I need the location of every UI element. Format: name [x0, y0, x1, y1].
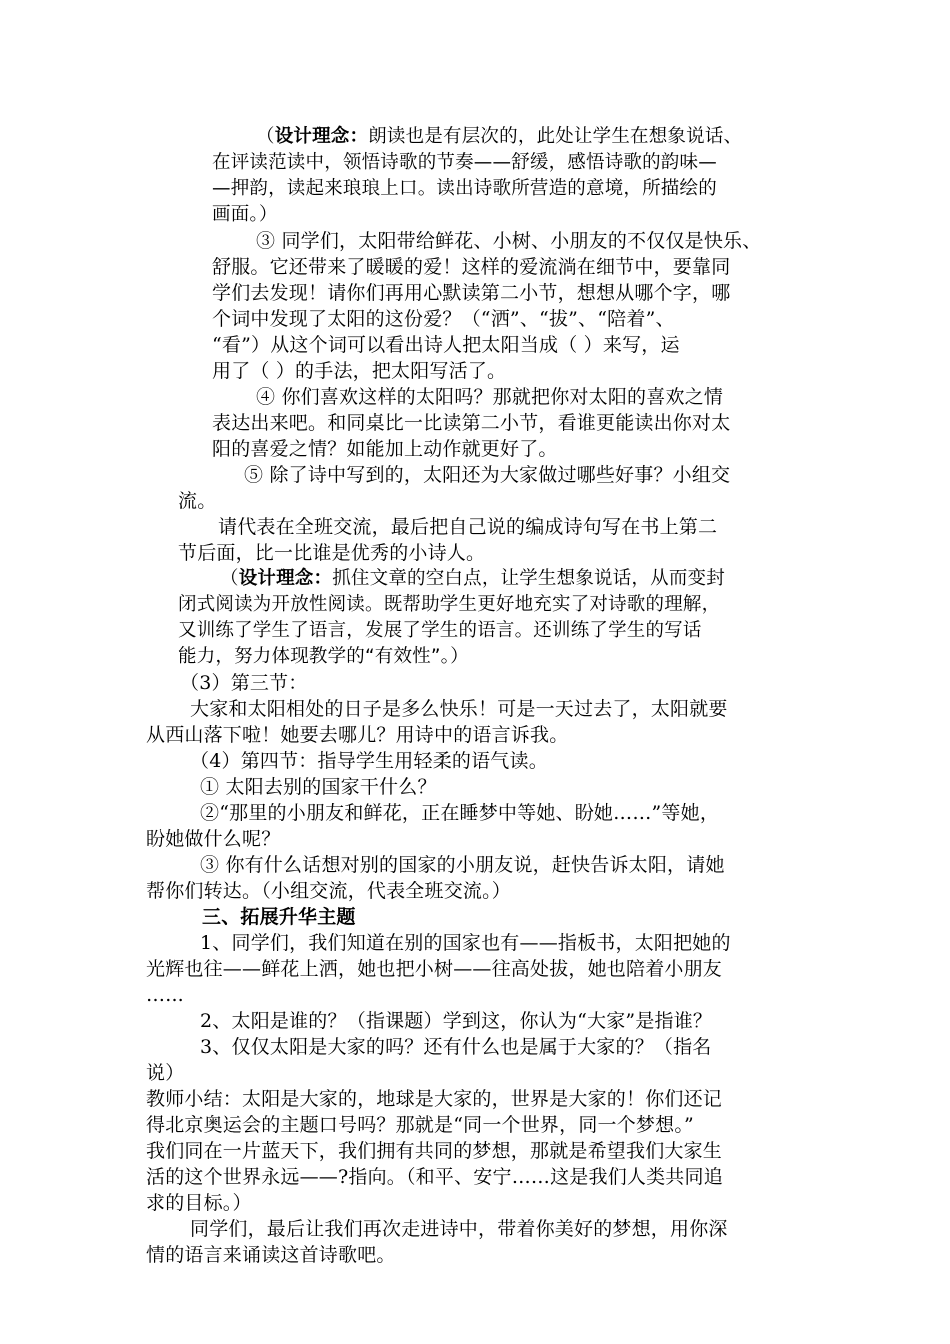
- design-note-2-line-3: 又训练了学生了语言，发展了学生的语言。还训练了学生的写话: [178, 620, 702, 641]
- paragraph-3-line-2: 舒服。它还带来了暖暖的爱！这样的爱流淌在细节中，要靠同: [212, 256, 731, 278]
- paragraph-3-line-6: 用了（ ）的手法，把太阳写活了。: [212, 360, 507, 382]
- paragraph-4-line-1: ④ 你们喜欢这样的太阳吗？那就把你对太阳的喜欢之情: [256, 386, 724, 408]
- design-note-2-line-4: 能力，努力体现教学的“有效性”。）: [178, 646, 469, 667]
- paragraph-6-line-1: 请代表在全班交流，最后把自己说的编成诗句写在书上第二: [218, 516, 718, 538]
- part-3-item-1-line-2: 光辉也往——鲜花上洒，她也把小树——往高处拔，她也陪着小朋友: [146, 958, 723, 980]
- design-note-2-line-1: （设计理念：抓住文章的空白点，让学生想象说话，从而变封: [220, 568, 725, 589]
- paragraph-5-line-2: 流。: [178, 490, 217, 512]
- paragraph-3-line-4: 个词中发现了太阳的这份爱？（“洒”、“拔”、“陪着”、: [212, 308, 675, 330]
- part-3-heading: 三、拓展升华主题: [202, 906, 356, 928]
- section-4-question-3-line-1: ③ 你有什么话想对别的国家的小朋友说，赶快告诉太阳，请她: [200, 854, 725, 876]
- section-4-title: （4）第四节：指导学生用轻柔的语气读。: [190, 750, 548, 772]
- teacher-summary-line-5: 求的目标。）: [146, 1192, 252, 1214]
- paragraph-6-line-2: 节后面，比一比谁是优秀的小诗人。: [178, 542, 486, 564]
- design-note-2-line-2: 闭式阅读为开放性阅读。既帮助学生更好地充实了对诗歌的理解，: [178, 594, 721, 615]
- section-4-question-1: ① 太阳去别的国家干什么？: [200, 776, 437, 798]
- part-3-item-3-line-1: 3、仅仅太阳是大家的吗？还有什么也是属于大家的？（指名: [200, 1036, 712, 1058]
- design-note-1-line-3: —押韵，读起来琅琅上口。读出诗歌所营造的意境，所描绘的: [212, 178, 717, 199]
- section-3-line-1: 大家和太阳相处的日子是多么快乐！可是一天过去了，太阳就要: [190, 698, 728, 720]
- section-4-question-2-line-2: 盼她做什么呢？: [146, 828, 281, 850]
- paragraph-3-line-1: ③ 同学们，太阳带给鲜花、小树、小朋友的不仅仅是快乐、: [256, 230, 762, 252]
- section-3-title: （3）第三节：: [180, 672, 308, 694]
- design-note-1-line-2: 在评读范读中，领悟诗歌的节奏——舒缓，感悟诗歌的韵味—: [212, 152, 717, 173]
- teacher-summary-line-2: 得北京奥运会的主题口号吗？那就是“同一个世界，同一个梦想。”: [146, 1114, 694, 1136]
- teacher-summary-line-4: 活的这个世界永远——?指向。（和平、安宁……这是我们人类共同追: [146, 1166, 723, 1188]
- section-4-question-3-line-2: 帮你们转达。（小组交流，代表全班交流。）: [146, 880, 512, 902]
- closing-line-2: 情的语言来诵读这首诗歌吧。: [146, 1244, 396, 1266]
- design-note-1-line-4: 画面。）: [212, 204, 278, 225]
- paragraph-3-line-5: “看”）从这个词可以看出诗人把太阳当成（ ）来写，运: [212, 334, 680, 356]
- section-3-line-2: 从西山落下啦！她要去哪儿？用诗中的语言诉我。: [146, 724, 569, 746]
- teacher-summary-line-1: 教师小结：太阳是大家的，地球是大家的，世界是大家的！你们还记: [146, 1088, 723, 1110]
- section-4-question-2-line-1: ②“那里的小朋友和鲜花，正在睡梦中等她、盼她……”等她，: [200, 802, 720, 824]
- teacher-summary-line-3: 我们同在一片蓝天下，我们拥有共同的梦想，那就是希望我们大家生: [146, 1140, 723, 1162]
- paragraph-3-line-3: 学们去发现！请你们再用心默读第二小节，想想从哪个字，哪: [212, 282, 731, 304]
- paragraph-5-line-1: ⑤ 除了诗中写到的，太阳还为大家做过哪些好事？小组交: [244, 464, 731, 486]
- part-3-item-1-line-3: …...: [146, 984, 184, 1006]
- paragraph-4-line-2: 表达出来吧。和同桌比一比读第二小节，看谁更能读出你对太: [212, 412, 731, 434]
- paragraph-4-line-3: 阳的喜爱之情？如能加上动作就更好了。: [212, 438, 558, 460]
- design-note-1-line-1: （设计理念：朗读也是有层次的，此处让学生在想象说话、: [256, 126, 743, 147]
- part-3-item-2: 2、太阳是谁的？（指课题）学到这，你认为“大家”是指谁？: [200, 1010, 713, 1032]
- closing-line-1: 同学们，最后让我们再次走进诗中，带着你美好的梦想，用你深: [190, 1218, 728, 1240]
- part-3-item-3-line-2: 说）: [146, 1062, 185, 1084]
- part-3-item-1-line-1: 1、同学们，我们知道在别的国家也有——指板书，太阳把她的: [200, 932, 731, 954]
